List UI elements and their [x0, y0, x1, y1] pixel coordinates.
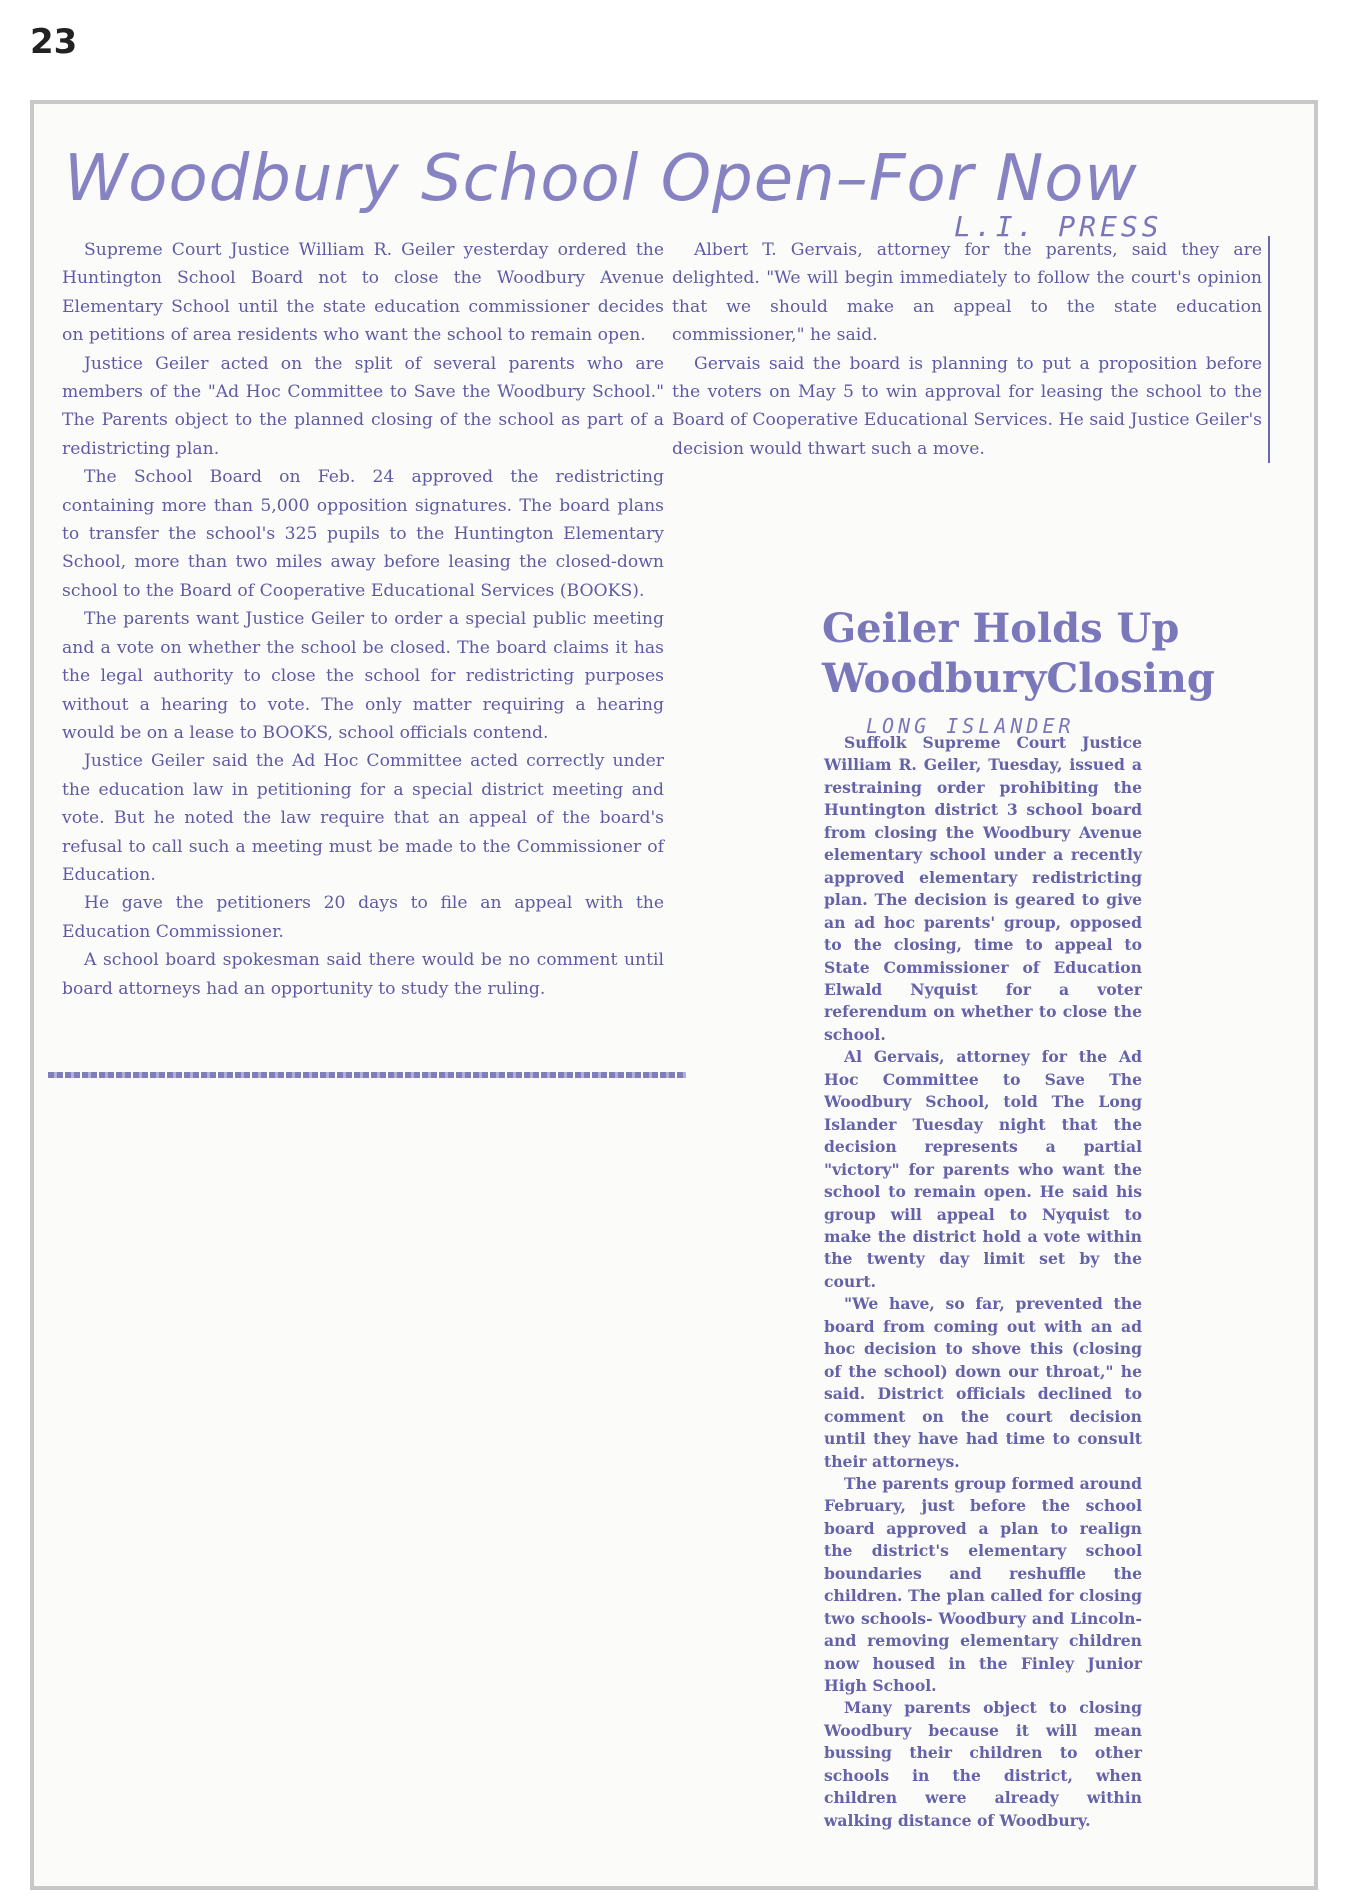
source-annotation-press: L.I. PRESS — [954, 210, 1163, 243]
secondary-headline-line1: Geiler Holds Up — [822, 605, 1180, 652]
article-paragraph: Justice Geiler said the Ad Hoc Committee acted correctly under the education law in petitioning for a special district meeting and vote. But he noted the law require that an appeal of the board's refusal to call such a meeting must be made to the Commissioner of Education. — [62, 751, 664, 885]
article-paragraph: Suffolk Supreme Court Justice William R. Geiler, Tuesday, issued a restraining order prohibiting the Huntington district 3 school board from closing the Woodbury Avenue elementary school under a recently approved elementary redistricting plan. The decision is geared to give an ad hoc parents' group, opposed to the closing, time to appeal to State Commissioner of Education Elwald Nyquist for a voter referendum on whether to close the school. — [824, 733, 1142, 1044]
article-paragraph: He gave the petitioners 20 days to file an appeal with the Education Commissioner. — [62, 893, 664, 942]
geiler-article-column — [824, 732, 1142, 1832]
article-paragraph: Al Gervais, attorney for the Ad Hoc Committee to Save The Woodbury School, told The Long Islander Tuesday night that the decision represents a partial "victory" for parents who want the school to remain open. He said his group will appeal to Nyquist to make the district hold a vote within the twenty day limit set by the court. — [824, 1047, 1142, 1291]
article-paragraph: Many parents object to closing Woodbury because it will mean bussing their children to other schools in the district, when children were already within walking distance of Woodbury. — [824, 1698, 1142, 1830]
article-paragraph: The parents want Justice Geiler to order a special public meeting and a vote on whether the school be closed. The board claims it has the legal authority to close the school for redistricting purposes without a hearing to vote. The only matter requiring a hearing would be on a lease to BOOKS, school officials contend. — [62, 609, 664, 743]
page-number: 23 — [30, 22, 78, 62]
secondary-headline — [822, 604, 1215, 704]
main-article-left-column — [62, 236, 664, 1003]
source-annotation-islander: LONG ISLANDER — [866, 714, 1075, 738]
main-article-right-column — [672, 236, 1270, 463]
article-paragraph: A school board spokesman said there would be no comment until board attorneys had an opportunity to study the ruling. — [62, 950, 664, 999]
article-paragraph: Justice Geiler acted on the split of several parents who are members of the "Ad Hoc Committee to Save the Woodbury School." The Parents object to the planned closing of the school as part of a redistricting plan. — [62, 353, 664, 459]
article-paragraph: "We have, so far, prevented the board from coming out with an ad hoc decision to shove this (closing of the school) down our throat," he said. District officials declined to comment on the court decision until they have had time to consult their attorneys. — [824, 1294, 1142, 1471]
main-headline: Woodbury School Open–For Now — [64, 142, 1138, 216]
article-paragraph: Supreme Court Justice William R. Geiler yesterday ordered the Huntington School Board not to close the Woodbury Avenue Elementary School until the state education commissioner decides on petitions of area residents who want the school to remain open. — [62, 240, 664, 346]
article-paragraph: Albert T. Gervais, attorney for the parents, said they are delighted. "We will begin immediately to follow the court's opinion that we should make an appeal to the state education commissioner," he said. — [672, 240, 1262, 346]
newspaper-clipping — [30, 100, 1318, 1890]
article-paragraph: The parents group formed around February, just before the school board approved a plan to realign the district's elementary school boundaries and reshuffle the children. The plan called for closing two schools- Woodbury and Lincoln- and removing elementary children now housed in the Finley Junior High School. — [824, 1473, 1142, 1696]
clipping-cut-line — [48, 1072, 686, 1078]
secondary-headline-line2: WoodburyClosing — [822, 655, 1215, 702]
article-paragraph: Gervais said the board is planning to put a proposition before the voters on May 5 to win approval for leasing the school to the Board of Cooperative Educational Services. He said Justice Geiler's decision would thwart such a move. — [672, 353, 1262, 459]
article-paragraph: The School Board on Feb. 24 approved the redistricting containing more than 5,000 opposition signatures. The board plans to transfer the school's 325 pupils to the Huntington Elementary School, more than two miles away before leasing the closed-down school to the Board of Cooperative Educational Services (BOOKS). — [62, 467, 664, 601]
